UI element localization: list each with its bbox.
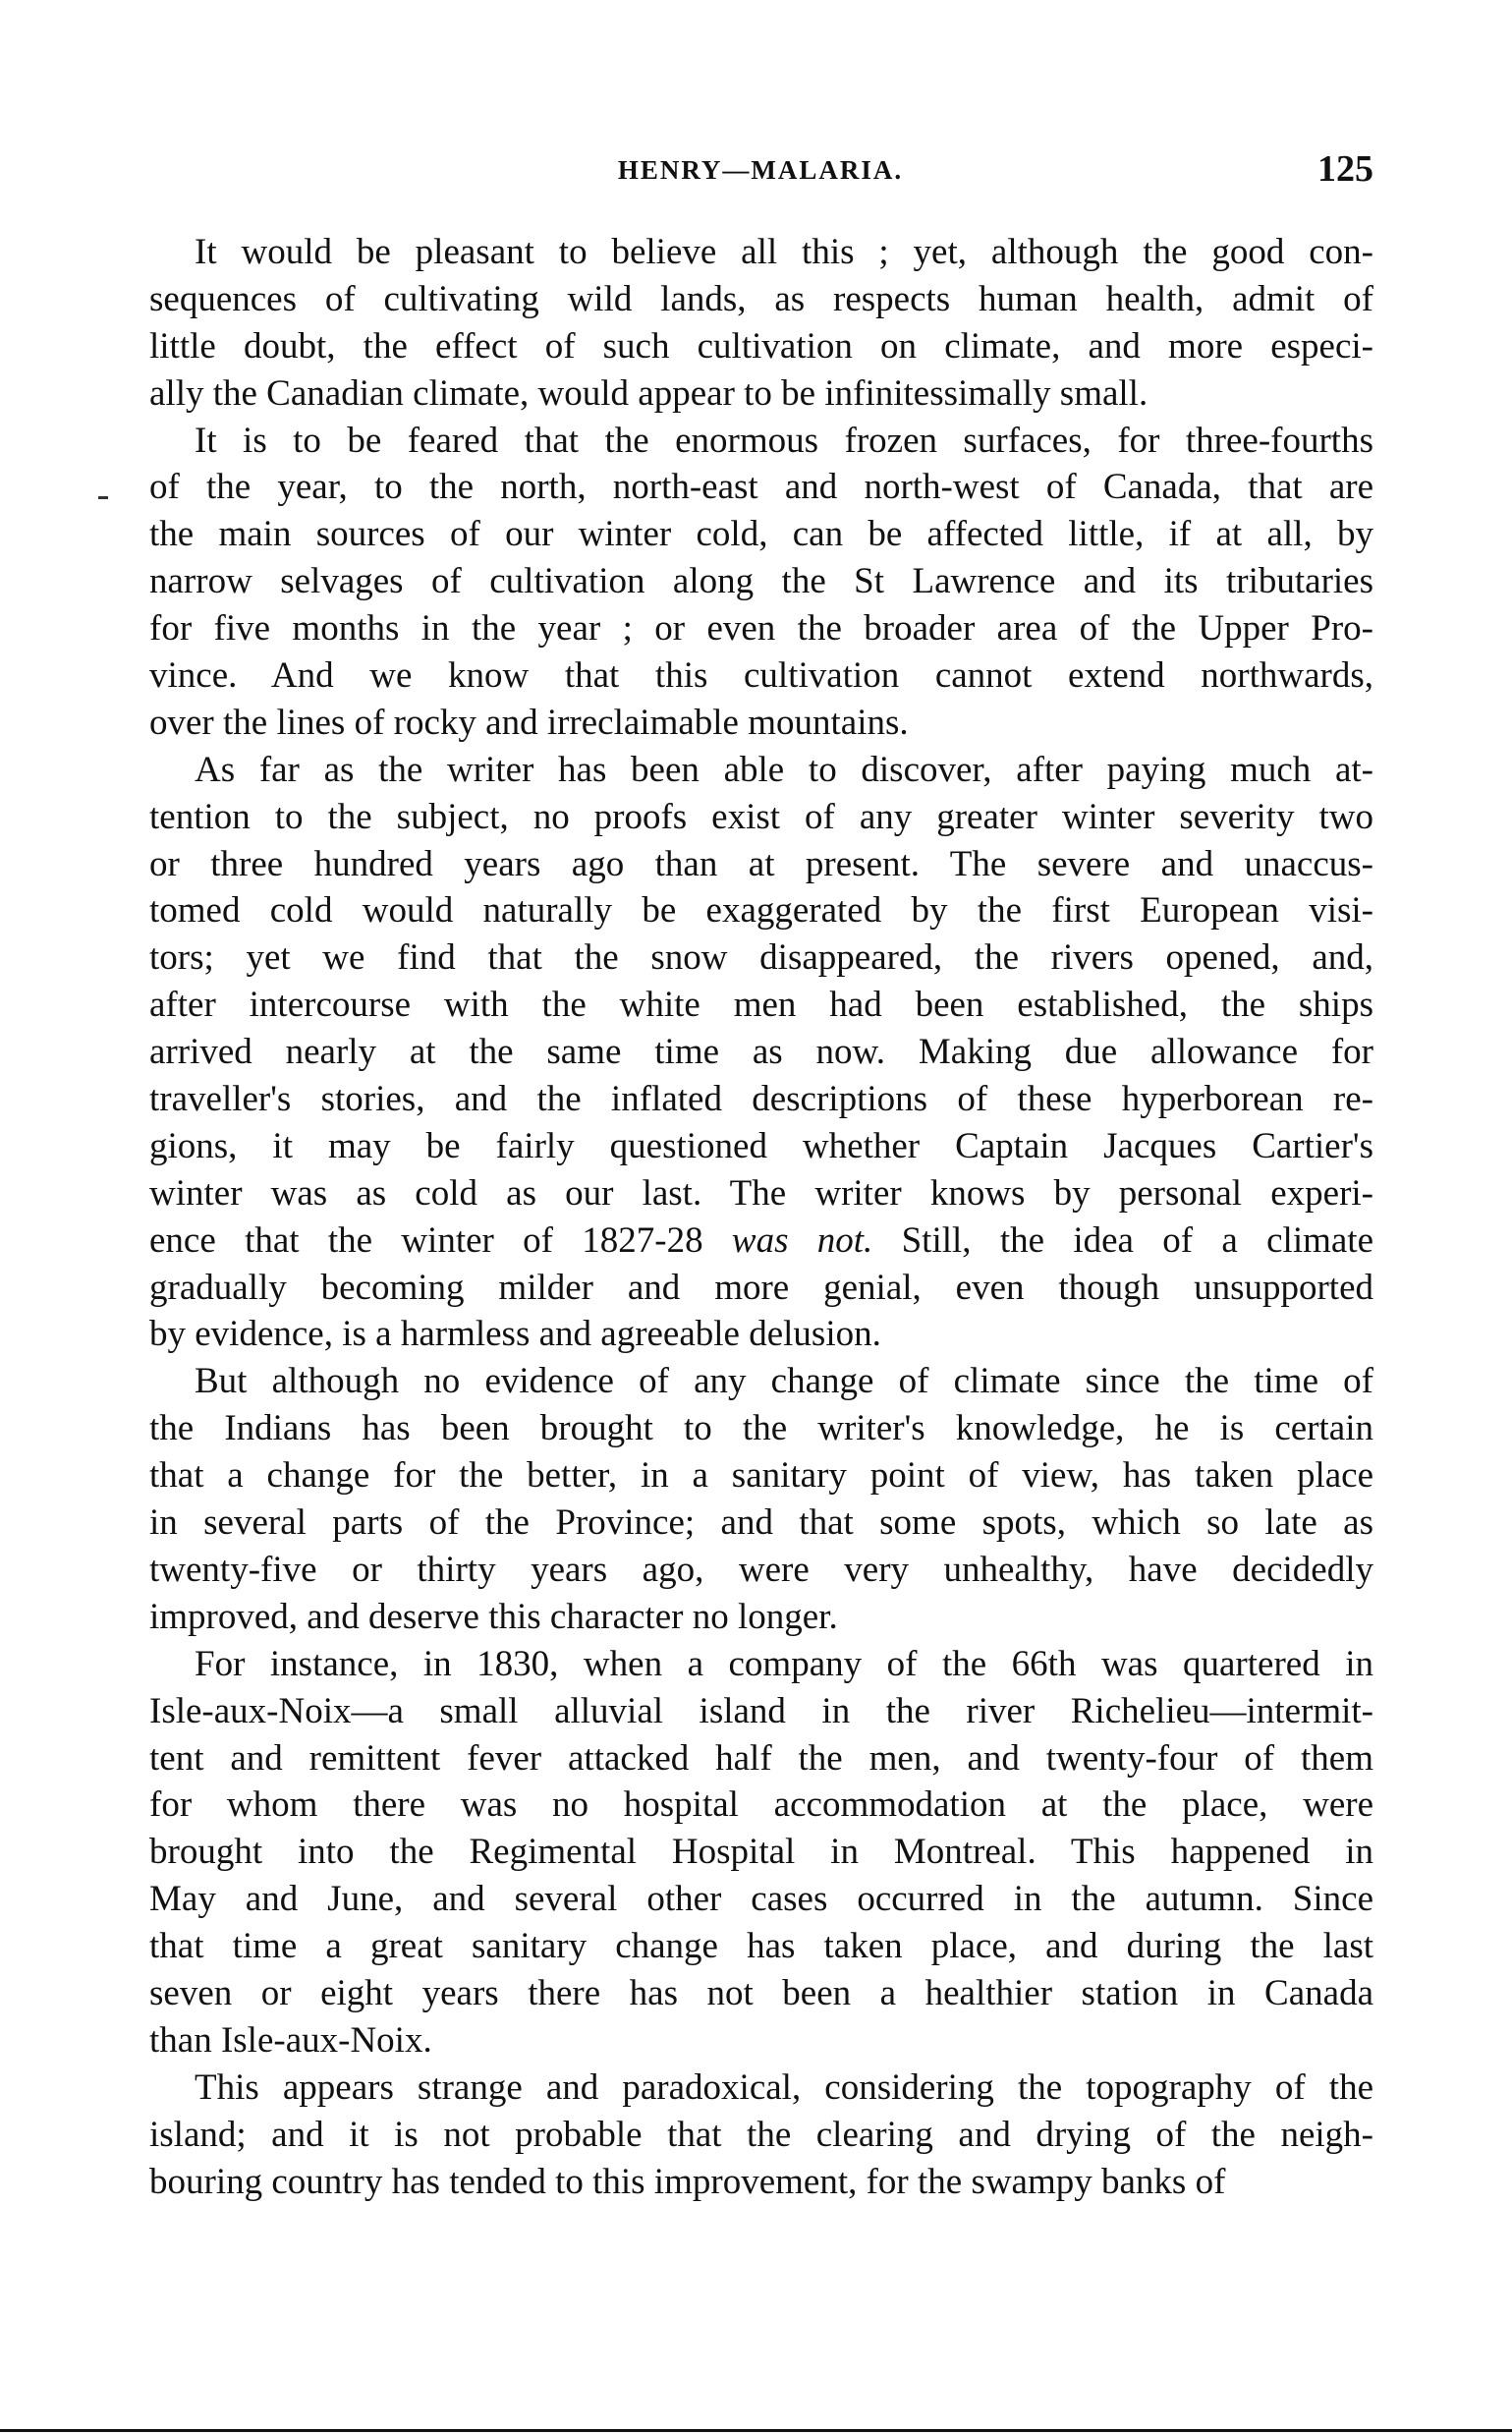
text-line: sequences of cultivating wild lands, as respects human health, admit of (149, 278, 1373, 319)
text-line: vince. And we know that this cultivation cannot extend northwards, (149, 655, 1373, 697)
page-number: 125 (1317, 148, 1373, 190)
text-line: island; and it is not probable that the clearing and drying of the neigh- (149, 2114, 1373, 2155)
text-line: But although no evidence of any change of climate since the time of (195, 1361, 1373, 1402)
text-line: over the lines of rocky and irreclaimable mountains. (149, 702, 909, 743)
bottom-rule (0, 2429, 1512, 2432)
text-line: tors; yet we find that the snow disappeared, the rivers opened, and, (149, 937, 1373, 979)
text-line: after intercourse with the white men had been established, the ships (149, 985, 1373, 1026)
text-line: It is to be feared that the enormous frozen surfaces, for three-fourths (195, 420, 1373, 461)
text-line: for five months in the year ; or even the broader area of the Upper Pro- (149, 608, 1373, 650)
stray-ink-mark (98, 496, 108, 499)
text-line: gradually becoming milder and more genial, even though unsupported (149, 1267, 1373, 1308)
text-line: brought into the Regimental Hospital in Montreal. This happened in (149, 1832, 1373, 1873)
text-line: seven or eight years there has not been a healthier station in Canada (149, 1972, 1373, 2013)
paragraph (149, 2065, 1373, 2206)
text-line: in several parts of the Province; and that some spots, which so late as (149, 1502, 1373, 1544)
text-line (149, 1217, 1373, 1265)
text-line: As far as the writer has been able to discover, after paying much at- (195, 749, 1373, 790)
text-segment: ence that the winter of 1827-28 (149, 1219, 732, 1261)
text-line: bouring country has tended to this improvement, for the swampy banks of (149, 2161, 1226, 2202)
text-line: tent and remittent fever attacked half the men, and twenty-four of them (149, 1737, 1373, 1779)
paragraph (149, 1358, 1373, 1640)
text-line: little doubt, the effect of such cultivation on climate, and more especi- (149, 325, 1373, 367)
text-line: the main sources of our winter cold, can be affected little, if at all, by (149, 514, 1373, 555)
paragraph (149, 747, 1373, 1359)
running-title: HENRY—MALARIA. (617, 155, 904, 185)
text-segment: Still, the idea of a climate (872, 1219, 1373, 1261)
text-line: tention to the subject, no proofs exist of any greater winter severity two (149, 796, 1373, 837)
text-line: arrived nearly at the same time as now. Making due allowance for (149, 1032, 1373, 1073)
text-line: For instance, in 1830, when a company of the 66th was quartered in (195, 1643, 1373, 1684)
text-line: tomed cold would naturally be exaggerated by the first European visi- (149, 890, 1373, 932)
text-line: This appears strange and paradoxical, considering the topography of the (195, 2066, 1373, 2108)
text-line: by evidence, is a harmless and agreeable delusion. (149, 1314, 881, 1355)
body-text (149, 229, 1373, 2205)
text-line: winter was as cold as our last. The writer knows by personal experi- (149, 1172, 1373, 1214)
text-line: Isle-aux-Noix—a small alluvial island in the river Richelieu—intermit- (149, 1690, 1373, 1731)
text-line: traveller's stories, and the inflated descriptions of these hyperborean re- (149, 1079, 1373, 1120)
page-header (147, 147, 1373, 191)
paragraph (149, 418, 1373, 747)
paragraph (149, 229, 1373, 418)
text-line: May and June, and several other cases occurred in the autumn. Since (149, 1879, 1373, 1920)
text-line: that a change for the better, in a sanitary point of view, has taken place (149, 1455, 1373, 1497)
text-line: gions, it may be fairly questioned whether Captain Jacques Cartier's (149, 1125, 1373, 1166)
text-line: ally the Canadian climate, would appear to be infinitessimally small. (149, 372, 1148, 414)
text-line: than Isle-aux-Noix. (149, 2019, 432, 2061)
paragraph (149, 1641, 1373, 2065)
text-line: that time a great sanitary change has taken place, and during the last (149, 1926, 1373, 1967)
text-line: narrow selvages of cultivation along the St Lawrence and its tributaries (149, 561, 1373, 602)
text-line: or three hundred years ago than at present. The severe and unaccus- (149, 843, 1373, 884)
text-line: of the year, to the north, north-east and north-west of Canada, that are (149, 467, 1373, 508)
italic-text: was not. (731, 1219, 873, 1261)
text-line: It would be pleasant to believe all this ; yet, although the good con- (195, 232, 1373, 272)
text-line: twenty-five or thirty years ago, were very unhealthy, have decidedly (149, 1549, 1373, 1590)
text-line: for whom there was no hospital accommodation at the place, were (149, 1784, 1373, 1826)
text-line: improved, and deserve this character no longer. (149, 1596, 838, 1637)
text-line: the Indians has been brought to the writer's knowledge, he is certain (149, 1408, 1373, 1449)
